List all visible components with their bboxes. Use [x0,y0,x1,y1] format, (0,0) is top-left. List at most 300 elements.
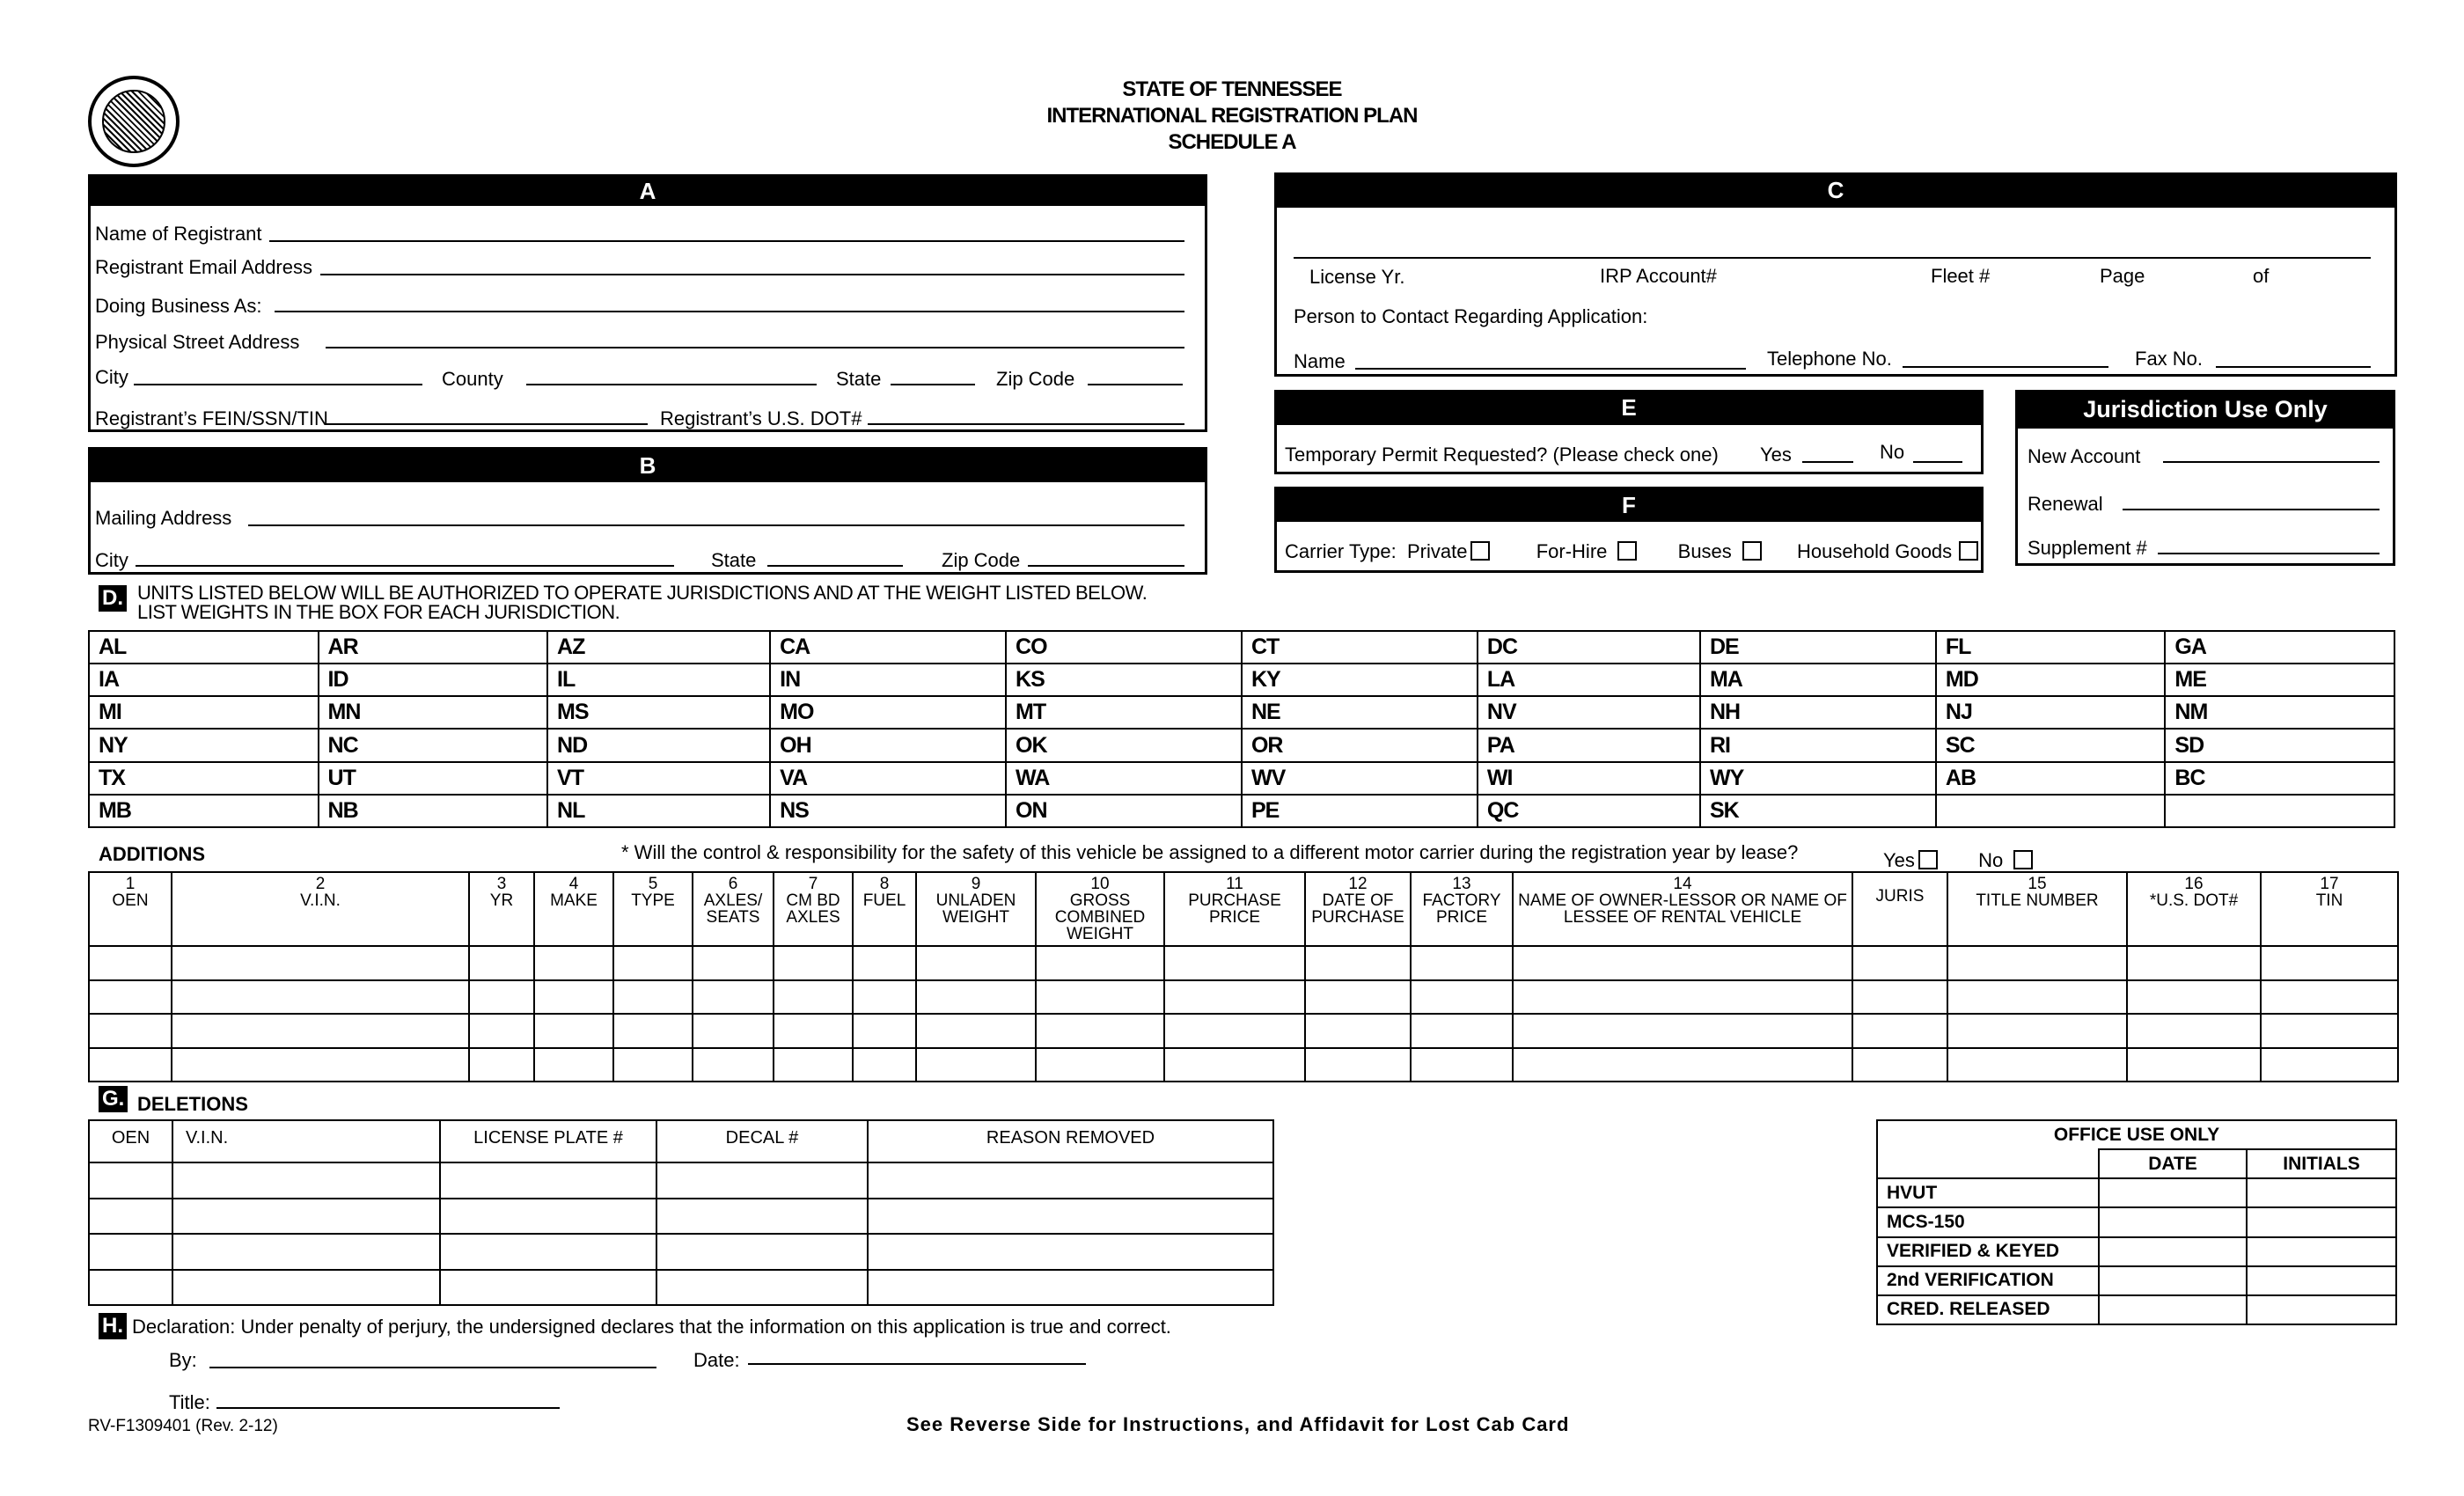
additions-cell[interactable] [693,1014,774,1048]
office-use-initials-header: INITIALS [2247,1149,2396,1178]
label-page: Page [2100,265,2145,287]
jurisdiction-cell[interactable]: AR [319,631,548,664]
field-e-no[interactable] [1913,461,1962,463]
jurisdiction-cell[interactable]: NH [1700,696,1936,729]
additions-col-label: MAKE [550,891,598,910]
office-use-label: VERIFIED & KEYED [1877,1237,2099,1266]
additions-cell[interactable] [1164,1048,1305,1082]
deletions-cell[interactable] [89,1199,172,1235]
field-zip-b[interactable] [1028,565,1184,567]
additions-title: ADDITIONS [99,843,205,865]
deletions-cell[interactable] [868,1199,1273,1235]
jurisdiction-cell[interactable]: MN [319,696,548,729]
field-city-b[interactable] [136,565,674,567]
jurisdiction-row [89,664,2394,696]
additions-cell[interactable] [1411,1014,1513,1048]
label-county: County [442,368,503,390]
jurisdiction-cell[interactable]: CO [1006,631,1242,664]
label-city-b: City [95,549,128,571]
field-street[interactable] [326,347,1184,348]
additions-cell[interactable] [1947,1014,2127,1048]
declaration-badge: H. [99,1313,127,1339]
additions-col-number: 12 [1348,875,1368,893]
field-c-top-line[interactable] [1294,257,2371,259]
label-irp-account: IRP Account# [1600,265,1717,287]
section-d-line2: LIST WEIGHTS IN THE BOX FOR EACH JURISDICTION. [137,601,620,623]
jurisdiction-cell[interactable]: MB [89,795,319,827]
additions-cell[interactable] [1947,1048,2127,1082]
office-use-label: 2nd VERIFICATION [1877,1266,2099,1295]
jurisdiction-cell[interactable]: WI [1478,762,1700,795]
additions-cell[interactable] [89,946,172,980]
office-use-label: HVUT [1877,1178,2099,1207]
additions-cell[interactable] [853,1048,916,1082]
label-title: Title: [169,1391,210,1413]
additions-cell[interactable] [693,1048,774,1082]
checkbox-household-goods[interactable] [1959,541,1978,561]
office-use-date-header: DATE [2099,1149,2247,1178]
additions-cell[interactable] [1852,946,1947,980]
checkbox-buses[interactable] [1742,541,1762,561]
checkbox-private[interactable] [1470,541,1490,561]
jurisdiction-cell[interactable]: IA [89,664,319,696]
jurisdiction-cell[interactable]: UT [319,762,548,795]
deletions-cell[interactable] [868,1162,1273,1199]
office-use-row [1877,1178,2396,1207]
declaration-text: Declaration: Under penalty of perjury, the undersigned declares that the information on this application is true and correct. [132,1316,1171,1338]
jurisdiction-cell[interactable]: NC [319,729,548,761]
label-contact-name: Name [1294,350,1346,372]
field-by[interactable] [209,1367,656,1368]
additions-col-number: 9 [971,875,981,893]
field-supplement[interactable] [2158,553,2380,554]
additions-cell[interactable] [1852,980,1947,1015]
additions-cell[interactable] [2261,980,2398,1015]
additions-cell[interactable] [774,946,853,980]
jurisdiction-cell[interactable]: MI [89,696,319,729]
additions-cell[interactable] [469,980,534,1015]
jurisdiction-cell[interactable] [2165,795,2394,827]
jurisdiction-cell[interactable]: KS [1006,664,1242,696]
additions-col-label: FACTORY PRICE [1422,891,1501,927]
jurisdiction-cell[interactable]: CT [1242,631,1478,664]
jurisdiction-cell[interactable]: SD [2165,729,2394,761]
additions-col-number: 14 [1673,875,1692,893]
additions-cell[interactable] [1036,946,1164,980]
field-title[interactable] [216,1407,560,1409]
additions-col-number: 11 [1226,875,1243,893]
additions-col-label: DATE OF PURCHASE [1311,891,1404,927]
additions-cell[interactable] [853,1014,916,1048]
field-dba[interactable] [275,311,1184,312]
deletions-cell[interactable] [89,1162,172,1199]
jurisdiction-cell[interactable]: NE [1242,696,1478,729]
additions-cell[interactable] [534,1014,613,1048]
additions-cell[interactable] [916,980,1036,1015]
additions-cell[interactable] [1852,1014,1947,1048]
label-city-a: City [95,366,128,388]
additions-cell[interactable] [916,1014,1036,1048]
field-registrant-name[interactable] [269,240,1184,242]
additions-col-number: 13 [1452,875,1471,893]
additions-cell[interactable] [172,1048,469,1082]
additions-cell[interactable] [1513,1014,1852,1048]
label-dba: Doing Business As: [95,295,262,317]
carrier-type-row [1285,541,1978,561]
additions-cell[interactable] [1305,1014,1411,1048]
field-contact-name[interactable] [1355,368,1746,370]
additions-cell[interactable] [469,946,534,980]
deletions-cell[interactable] [440,1234,656,1270]
office-use-initials-cell[interactable] [2247,1237,2396,1266]
jurisdiction-cell[interactable]: MA [1700,664,1936,696]
deletions-cell[interactable] [440,1199,656,1235]
jurisdiction-cell[interactable]: MO [770,696,1006,729]
jurisdiction-cell[interactable]: DE [1700,631,1936,664]
field-mailing[interactable] [248,524,1184,526]
jurisdiction-cell[interactable]: ND [547,729,770,761]
additions-cell[interactable] [2127,1014,2261,1048]
office-use-blank [1877,1149,2099,1178]
jurisdiction-cell[interactable]: BC [2165,762,2394,795]
header-schedule: SCHEDULE A [1168,130,1296,154]
additions-col-header [2127,872,2261,946]
jurisdiction-cell[interactable]: AZ [547,631,770,664]
jurisdiction-cell[interactable]: OH [770,729,1006,761]
additions-cell[interactable] [2261,1014,2398,1048]
field-zip-a[interactable] [1088,384,1183,385]
deletions-cell[interactable] [656,1162,868,1199]
field-county[interactable] [526,384,817,385]
label-mailing: Mailing Address [95,507,232,529]
jurisdiction-cell[interactable]: VA [770,762,1006,795]
jurisdiction-cell[interactable]: TX [89,762,319,795]
additions-cell[interactable] [1411,980,1513,1015]
additions-cell[interactable] [613,980,693,1015]
additions-col-label: NAME OF OWNER-LESSOR OR NAME OF LESSEE OF RENTAL VEHICLE [1518,891,1847,927]
label-carrier-type: Carrier Type: [1285,540,1397,562]
deletions-cell[interactable] [440,1270,656,1306]
label-buses: Buses [1677,540,1732,562]
additions-cell[interactable] [1036,1014,1164,1048]
jurisdiction-cell[interactable]: PA [1478,729,1700,761]
additions-col-header [89,872,172,946]
additions-cell[interactable] [1305,1048,1411,1082]
additions-col-header [1852,872,1947,946]
section-e-title: E [1274,390,1984,425]
additions-cell[interactable] [89,980,172,1015]
deletions-cell[interactable] [656,1199,868,1235]
additions-cell[interactable] [534,946,613,980]
jurisdiction-cell[interactable]: QC [1478,795,1700,827]
deletions-cell[interactable] [868,1270,1273,1306]
additions-cell[interactable] [1411,1048,1513,1082]
jurisdiction-cell[interactable] [1936,795,2166,827]
office-use-row [1877,1237,2396,1266]
label-contact: Person to Contact Regarding Application: [1294,305,1648,327]
additions-cell[interactable] [469,1014,534,1048]
additions-cell[interactable] [1852,1048,1947,1082]
additions-cell[interactable] [89,1014,172,1048]
additions-col-label: AXLES/ SEATS [703,891,763,927]
label-new-account: New Account [2028,445,2141,467]
office-use-table [1876,1119,2397,1325]
additions-cell[interactable] [853,980,916,1015]
office-use-initials-cell[interactable] [2247,1178,2396,1207]
jurisdiction-cell[interactable]: AB [1936,762,2166,795]
label-telephone: Telephone No. [1767,348,1892,370]
additions-cell[interactable] [2127,980,2261,1015]
field-state-a[interactable] [891,384,975,385]
additions-cell[interactable] [172,1014,469,1048]
additions-cell[interactable] [1036,980,1164,1015]
additions-cell[interactable] [916,1048,1036,1082]
jurisdiction-cell[interactable]: NB [319,795,548,827]
additions-cell[interactable] [1513,946,1852,980]
additions-col-header [1411,872,1513,946]
jurisdiction-cell[interactable]: NJ [1936,696,2166,729]
additions-row [89,1014,2398,1048]
jurisdiction-row [89,631,2394,664]
jurisdiction-cell[interactable]: RI [1700,729,1936,761]
office-use-label: MCS-150 [1877,1207,2099,1236]
deletions-title: DELETIONS [137,1093,248,1115]
label-street: Physical Street Address [95,331,300,353]
field-decl-date[interactable] [748,1363,1086,1365]
field-e-yes[interactable] [1802,461,1853,463]
deletions-cell[interactable] [89,1270,172,1306]
additions-cell[interactable] [89,1048,172,1082]
additions-cell[interactable] [1305,980,1411,1015]
jurisdiction-cell[interactable]: WV [1242,762,1478,795]
jurisdiction-cell[interactable]: KY [1242,664,1478,696]
deletions-cell[interactable] [172,1234,440,1270]
additions-col-label: TITLE NUMBER [1976,891,2099,910]
additions-cell[interactable] [534,980,613,1015]
additions-cell[interactable] [613,1048,693,1082]
label-e-yes: Yes [1760,444,1792,466]
jurisdiction-cell[interactable]: MT [1006,696,1242,729]
jurisdiction-cell[interactable]: IN [770,664,1006,696]
additions-col-label: JURIS [1875,887,1925,906]
additions-cell[interactable] [1513,980,1852,1015]
additions-cell[interactable] [1305,946,1411,980]
additions-col-header [916,872,1036,946]
additions-cell[interactable] [534,1048,613,1082]
jurisdiction-cell[interactable]: OR [1242,729,1478,761]
additions-cell[interactable] [172,946,469,980]
jurisdiction-cell[interactable]: PE [1242,795,1478,827]
jurisdiction-cell[interactable]: NL [547,795,770,827]
jurisdiction-cell[interactable]: ME [2165,664,2394,696]
jurisdiction-cell[interactable]: NS [770,795,1006,827]
office-use-date-cell[interactable] [2099,1295,2247,1324]
deletions-cell[interactable] [172,1199,440,1235]
label-by: By: [169,1349,197,1371]
additions-cell[interactable] [1036,1048,1164,1082]
jurisdiction-cell[interactable]: OK [1006,729,1242,761]
form-number: RV-F1309401 (Rev. 2-12) [88,1417,278,1435]
field-new-account[interactable] [2163,461,2380,463]
deletions-col-header: DECAL # [656,1120,868,1162]
deletions-cell[interactable] [656,1234,868,1270]
lease-question: * Will the control & responsibility for the safety of this vehicle be assigned to a different motor carrier during the registration year by lease? [621,841,1799,863]
additions-cell[interactable] [1164,946,1305,980]
jurisdiction-cell[interactable]: DC [1478,631,1700,664]
jurisdiction-cell[interactable]: WY [1700,762,1936,795]
deletions-cell[interactable] [172,1270,440,1306]
additions-col-header [1036,872,1164,946]
label-lease-no: No [1978,849,2004,871]
office-use-row [1877,1266,2396,1295]
additions-cell[interactable] [916,946,1036,980]
jurisdiction-cell[interactable]: AL [89,631,319,664]
additions-col-header [1947,872,2127,946]
jurisdiction-cell[interactable]: ID [319,664,548,696]
jurisdiction-weight-table [88,630,2395,828]
additions-cell[interactable] [613,946,693,980]
label-dot: Registrant’s U.S. DOT# [660,407,862,429]
additions-col-number: 16 [2184,875,2204,893]
additions-cell[interactable] [613,1014,693,1048]
field-fax[interactable] [2216,366,2371,368]
field-telephone[interactable] [1903,366,2108,368]
field-dot[interactable] [868,423,1184,425]
deletions-cell[interactable] [868,1234,1273,1270]
office-use-date-cell[interactable] [2099,1266,2247,1295]
additions-cell[interactable] [1947,980,2127,1015]
additions-cell[interactable] [172,980,469,1015]
checkbox-for-hire[interactable] [1617,541,1637,561]
checkbox-lease-no[interactable] [2013,850,2033,869]
office-use-row [1877,1295,2396,1324]
jurisdiction-cell[interactable]: GA [2165,631,2394,664]
office-use-title: OFFICE USE ONLY [1877,1120,2396,1149]
label-zip-b: Zip Code [942,549,1021,571]
label-for-hire: For-Hire [1536,540,1608,562]
deletions-cell[interactable] [440,1162,656,1199]
additions-col-header [1164,872,1305,946]
additions-col-label: OEN [112,891,149,910]
label-state-b: State [711,549,757,571]
deletions-row [89,1270,1273,1306]
additions-cell[interactable] [2261,946,2398,980]
additions-col-number: 8 [879,875,890,893]
jurisdiction-cell[interactable]: MD [1936,664,2166,696]
additions-col-label: GROSS COMBINED WEIGHT [1054,891,1146,943]
jurisdiction-cell[interactable]: NV [1478,696,1700,729]
jurisdiction-cell[interactable]: LA [1478,664,1700,696]
label-e-no: No [1880,441,1905,463]
jurisdiction-cell[interactable]: ON [1006,795,1242,827]
section-d-badge: D. [99,585,127,612]
additions-cell[interactable] [2127,946,2261,980]
additions-cell[interactable] [693,946,774,980]
label-temp-permit: Temporary Permit Requested? (Please check one) [1285,444,1719,466]
jurisdiction-cell[interactable]: NM [2165,696,2394,729]
label-fleet: Fleet # [1931,265,1991,287]
office-use-date-cell[interactable] [2099,1207,2247,1236]
additions-col-header [853,872,916,946]
jurisdiction-cell[interactable]: NY [89,729,319,761]
field-registrant-email[interactable] [320,274,1184,275]
additions-cell[interactable] [774,980,853,1015]
additions-col-header [774,872,853,946]
additions-col-header [2261,872,2398,946]
label-supplement: Supplement # [2028,537,2147,559]
field-city-a[interactable] [134,384,422,385]
additions-col-label: V.I.N. [300,891,341,910]
field-renewal[interactable] [2123,509,2380,510]
label-license-yr: License Yr. [1309,266,1405,288]
field-fein[interactable] [326,423,648,425]
checkbox-lease-yes[interactable] [1918,850,1938,869]
label-state-a: State [836,368,882,390]
footer-note: See Reverse Side for Instructions, and Affidavit for Lost Cab Card [906,1413,1570,1435]
deletions-cell[interactable] [172,1162,440,1199]
jurisdiction-cell[interactable]: IL [547,664,770,696]
field-state-b[interactable] [767,565,903,567]
jurisdiction-cell[interactable]: CA [770,631,1006,664]
header-state: STATE OF TENNESSEE [1122,77,1342,101]
label-registrant-email: Registrant Email Address [95,256,312,278]
header-program: INTERNATIONAL REGISTRATION PLAN [1046,104,1418,128]
additions-col-header [693,872,774,946]
additions-cell[interactable] [853,946,916,980]
section-b-title: B [88,447,1207,482]
jurisdiction-cell[interactable]: SK [1700,795,1936,827]
office-use-date-cell[interactable] [2099,1237,2247,1266]
office-use-initials-cell[interactable] [2247,1295,2396,1324]
additions-col-header [613,872,693,946]
additions-cell[interactable] [1164,1014,1305,1048]
jurisdiction-cell[interactable]: FL [1936,631,2166,664]
office-use-initials-cell[interactable] [2247,1266,2396,1295]
additions-cell[interactable] [1947,946,2127,980]
additions-cell[interactable] [774,1014,853,1048]
additions-col-number: 15 [2028,875,2047,893]
additions-cell[interactable] [1411,946,1513,980]
deletions-cell[interactable] [656,1270,868,1306]
label-household-goods: Household Goods [1797,540,1953,562]
additions-cell[interactable] [2127,1048,2261,1082]
label-registrant-name: Name of Registrant [95,223,262,245]
office-use-date-cell[interactable] [2099,1178,2247,1207]
additions-cell[interactable] [469,1048,534,1082]
additions-col-number: 2 [315,875,326,893]
jurisdiction-cell[interactable]: SC [1936,729,2166,761]
additions-col-number: 10 [1090,875,1110,893]
label-zip-a: Zip Code [996,368,1075,390]
additions-col-number: 7 [808,875,818,893]
additions-cell[interactable] [1164,980,1305,1015]
jurisdiction-cell[interactable]: VT [547,762,770,795]
jurisdiction-cell[interactable]: WA [1006,762,1242,795]
additions-cell[interactable] [1513,1048,1852,1082]
additions-col-number: 3 [496,875,507,893]
deletions-col-header: V.I.N. [172,1120,440,1162]
label-private: Private [1406,540,1468,562]
label-fein: Registrant’s FEIN/SSN/TIN [95,407,328,429]
office-use-initials-cell[interactable] [2247,1207,2396,1236]
deletions-table [88,1119,1274,1306]
jurisdiction-cell[interactable]: MS [547,696,770,729]
additions-cell[interactable] [2261,1048,2398,1082]
deletions-badge: G. [99,1086,128,1112]
additions-cell[interactable] [693,980,774,1015]
deletions-cell[interactable] [89,1234,172,1270]
additions-cell[interactable] [774,1048,853,1082]
